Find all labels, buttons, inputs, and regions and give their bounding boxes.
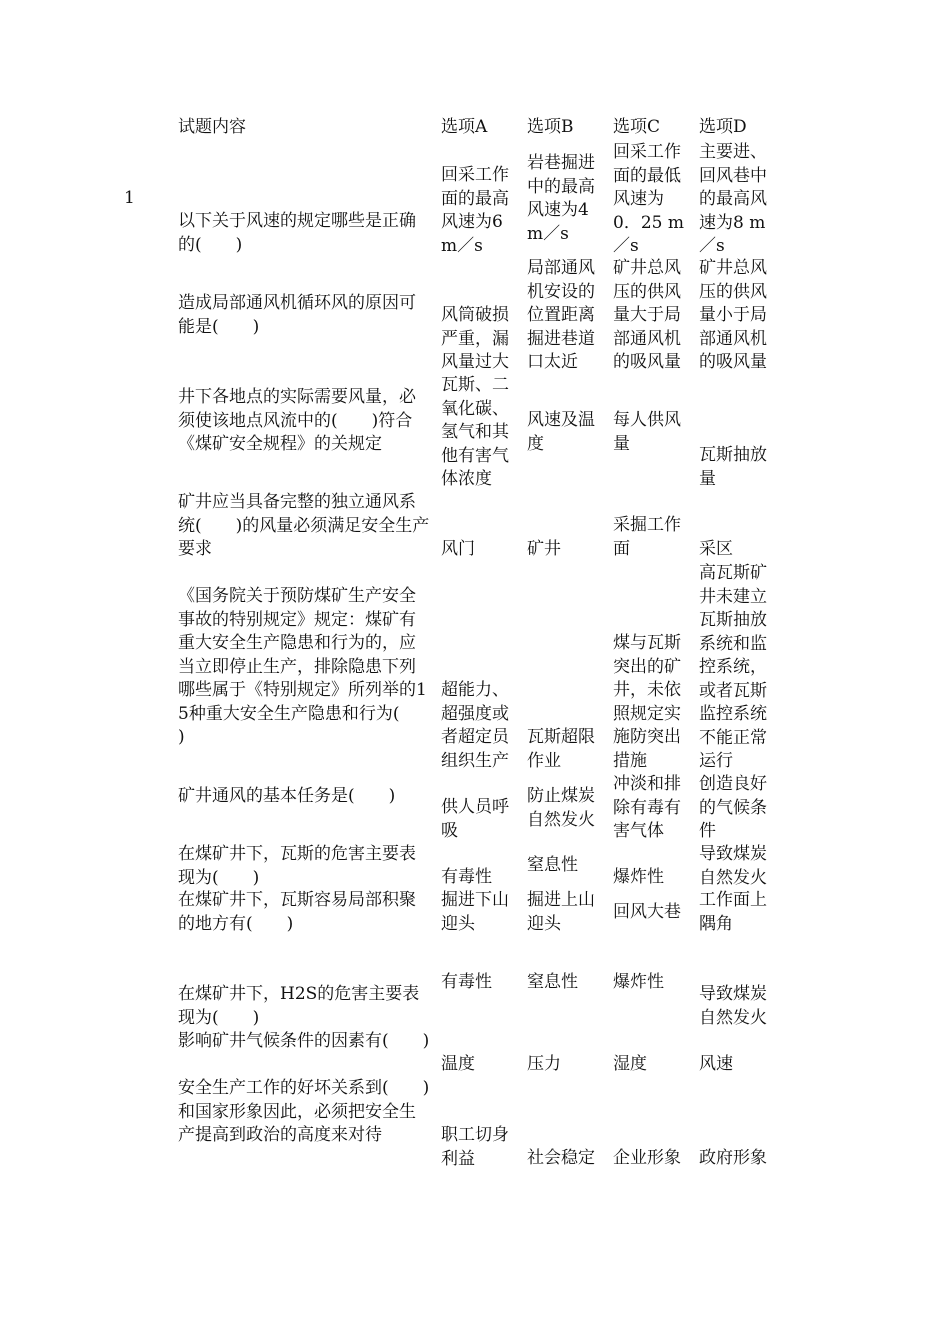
option-c: 湿度 — [613, 1054, 647, 1074]
option-b: 风速及温度 — [527, 410, 595, 454]
option-a: 温度 — [441, 1054, 475, 1074]
header-option-a: 选项A — [441, 117, 488, 137]
option-b: 压力 — [527, 1054, 561, 1074]
option-a: 有毒性 — [441, 972, 492, 992]
header-question: 试题内容 — [178, 117, 246, 137]
option-d: 导致煤炭自然发火 — [699, 844, 767, 888]
question-text: 在煤矿井下，瓦斯的危害主要表现为( ) — [178, 844, 416, 888]
option-d: 瓦斯抽放量 — [699, 445, 767, 489]
question-text: 在煤矿井下，瓦斯容易局部积聚的地方有( ) — [178, 890, 416, 934]
option-c: 每人供风量 — [613, 410, 681, 454]
option-d: 主要进、回风巷中的最高风速为8 m／s — [699, 142, 767, 256]
option-b: 防止煤炭自然发火 — [527, 786, 595, 830]
option-c: 回采工作面的最低风速为 0．25 m／s — [613, 142, 684, 256]
option-c: 企业形象 — [613, 1148, 681, 1168]
option-a: 掘进下山迎头 — [441, 890, 509, 934]
option-b: 局部通风机安设的位置距离掘进巷道口太近 — [527, 258, 595, 372]
header-option-d: 选项D — [699, 117, 747, 137]
option-a: 回采工作面的最高风速为6 m／s — [441, 165, 509, 256]
option-c: 回风大巷 — [613, 902, 681, 922]
question-text: 矿井通风的基本任务是( ) — [178, 786, 396, 806]
option-d: 工作面上隅角 — [699, 890, 767, 934]
question-number: 1 — [124, 188, 135, 208]
option-c: 矿井总风压的供风量大于局部通风机的吸风量 — [613, 258, 681, 372]
question-text: 以下关于风速的规定哪些是正确的( ) — [178, 211, 416, 255]
header-option-c: 选项C — [613, 117, 661, 137]
option-a: 风门 — [441, 539, 475, 559]
option-d: 高瓦斯矿井未建立瓦斯抽放系统和监控系统，或者瓦斯监控系统不能正常运行 — [699, 563, 767, 771]
option-a: 供人员呼吸 — [441, 797, 509, 841]
option-b: 瓦斯超限作业 — [527, 727, 595, 771]
option-d: 创造良好的气候条件 — [699, 774, 767, 841]
option-d: 矿井总风压的供风量小于局部通风机的吸风量 — [699, 258, 767, 372]
question-text: 造成局部通风机循环风的原因可能是( ) — [178, 293, 416, 337]
option-d: 政府形象 — [699, 1148, 767, 1168]
option-a: 瓦斯、二氧化碳、氢气和其他有害气体浓度 — [441, 375, 509, 489]
option-c: 采掘工作面 — [613, 515, 681, 559]
option-c: 爆炸性 — [613, 972, 664, 992]
option-d: 采区 — [699, 539, 733, 559]
option-c: 冲淡和排除有毒有害气体 — [613, 774, 681, 841]
option-a: 风筒破损严重，漏风量过大 — [441, 305, 509, 372]
option-c: 煤与瓦斯突出的矿井，未依照规定实施防突出措施 — [613, 633, 681, 771]
option-b: 社会稳定 — [527, 1148, 595, 1168]
question-text: 安全生产工作的好坏关系到( )和国家形象因此，必须把安全生产提高到政治的高度来对待 — [178, 1078, 430, 1145]
option-b: 掘进上山迎头 — [527, 890, 595, 934]
question-text: 矿井应当具备完整的独立通风系统( )的风量必须满足安全生产要求 — [178, 492, 430, 559]
question-text: 井下各地点的实际需要风量，必须使该地点风流中的( )符合《煤矿安全规程》的关规定 — [178, 387, 416, 454]
option-b: 窒息性 — [527, 972, 578, 992]
option-d: 风速 — [699, 1054, 733, 1074]
option-b: 岩巷掘进中的最高风速为4 m／s — [527, 153, 595, 244]
option-a: 超能力、超强度或者超定员组织生产 — [441, 680, 509, 771]
option-d: 导致煤炭自然发火 — [699, 984, 767, 1028]
option-a: 有毒性 — [441, 867, 492, 887]
question-text: 在煤矿井下，H2S的危害主要表现为( ) — [178, 984, 420, 1028]
option-c: 爆炸性 — [613, 867, 664, 887]
question-text: 《国务院关于预防煤矿生产安全事故的特别规定》规定：煤矿有重大安全生产隐患和行为的，应当立即停止生产，排除隐患下列哪些属于《特别规定》所列举的15种重大安全生产隐患和行为( ) — [178, 586, 434, 747]
header-option-b: 选项B — [527, 117, 574, 137]
option-a: 职工切身利益 — [441, 1125, 509, 1169]
option-b: 窒息性 — [527, 855, 578, 875]
question-text: 影响矿井气候条件的因素有( ) — [178, 1031, 430, 1051]
option-b: 矿井 — [527, 539, 561, 559]
